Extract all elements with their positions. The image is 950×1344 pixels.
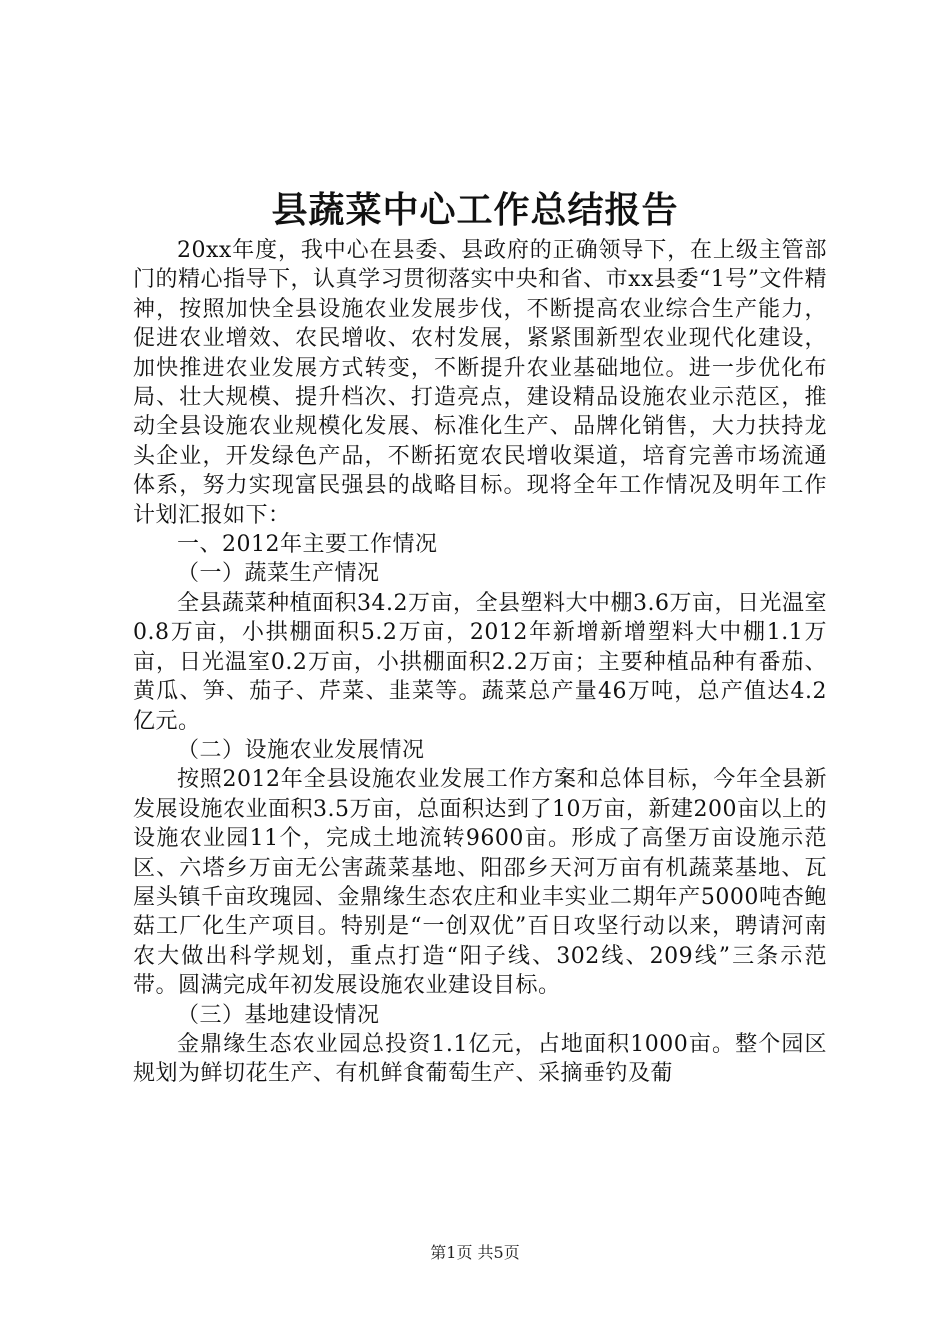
base-construction-paragraph: 金鼎缘生态农业园总投资1.1亿元，占地面积1000亩。整个园区规划为鲜切花生产、有机鲜食葡萄生产、采摘垂钓及葡 — [133, 1031, 827, 1087]
intro-paragraph: 20xx年度，我中心在县委、县政府的正确领导下，在上级主管部门的精心指导下，认真学习贯彻落实中央和省、市xx县委“1号”文件精神，按照加快全县设施农业发展步伐，不断提高农业综合生产能力，促进农业增效、农民增收、农村发展，紧紧围新型农业现代化建设，加快推进农业发展方式转变，不断提升农业基础地位。进一步优化布局、壮大规模、提升档次、打造亮点，建设精品设施农业示范区，推动全县设施农业规模化发展、标准化生产、品牌化销售，大力扶持龙头企业，开发绿色产品，不断拓宽农民增收渠道，培育完善市场流通体系，努力实现富民强县的战略目标。现将全年工作情况及明年工作计划汇报如下： — [133, 238, 827, 528]
page-number-footer: 第1页 共5页 — [430, 1243, 520, 1262]
subsection-heading-base-construction: （三）基地建设情况 — [177, 1002, 380, 1028]
document-body — [133, 236, 827, 1089]
subsection-heading-facility-agriculture: （二）设施农业发展情况 — [177, 737, 425, 763]
subsection-heading-vegetable-production: （一）蔬菜生产情况 — [177, 561, 380, 587]
vegetable-production-paragraph: 全县蔬菜种植面积34.2万亩，全县塑料大中棚3.6万亩，日光温室0.8万亩，小拱棚面积5.2万亩，2012年新增新增塑料大中棚1.1万亩，日光温室0.2万亩，小拱棚面积2.2万亩；主要种植品种有番茄、黄瓜、笋、茄子、芹菜、韭菜等。蔬菜总产量46万吨，总产值达4.2亿元。 — [133, 590, 827, 734]
section-heading-main-work: 一、2012年主要工作情况 — [177, 532, 438, 558]
document-title: 县蔬菜中心工作总结报告 — [271, 189, 679, 231]
facility-agriculture-paragraph: 按照2012年全县设施农业发展工作方案和总体目标，今年全县新发展设施农业面积3.5万亩，总面积达到了10万亩，新建200亩以上的设施农业园11个，完成土地流转9600亩。形成了高堡万亩设施示范区、六塔乡万亩无公害蔬菜基地、阳邵乡天河万亩有机蔬菜基地、瓦屋头镇千亩玫瑰园、金鼎缘生态农庄和业丰实业二期年产5000吨杏鲍菇工厂化生产项目。特别是“一创双优”百日攻坚行动以来，聘请河南农大做出科学规划，重点打造“阳子线、302线、209线”三条示范带。圆满完成年初发展设施农业建设目标。 — [133, 767, 828, 999]
